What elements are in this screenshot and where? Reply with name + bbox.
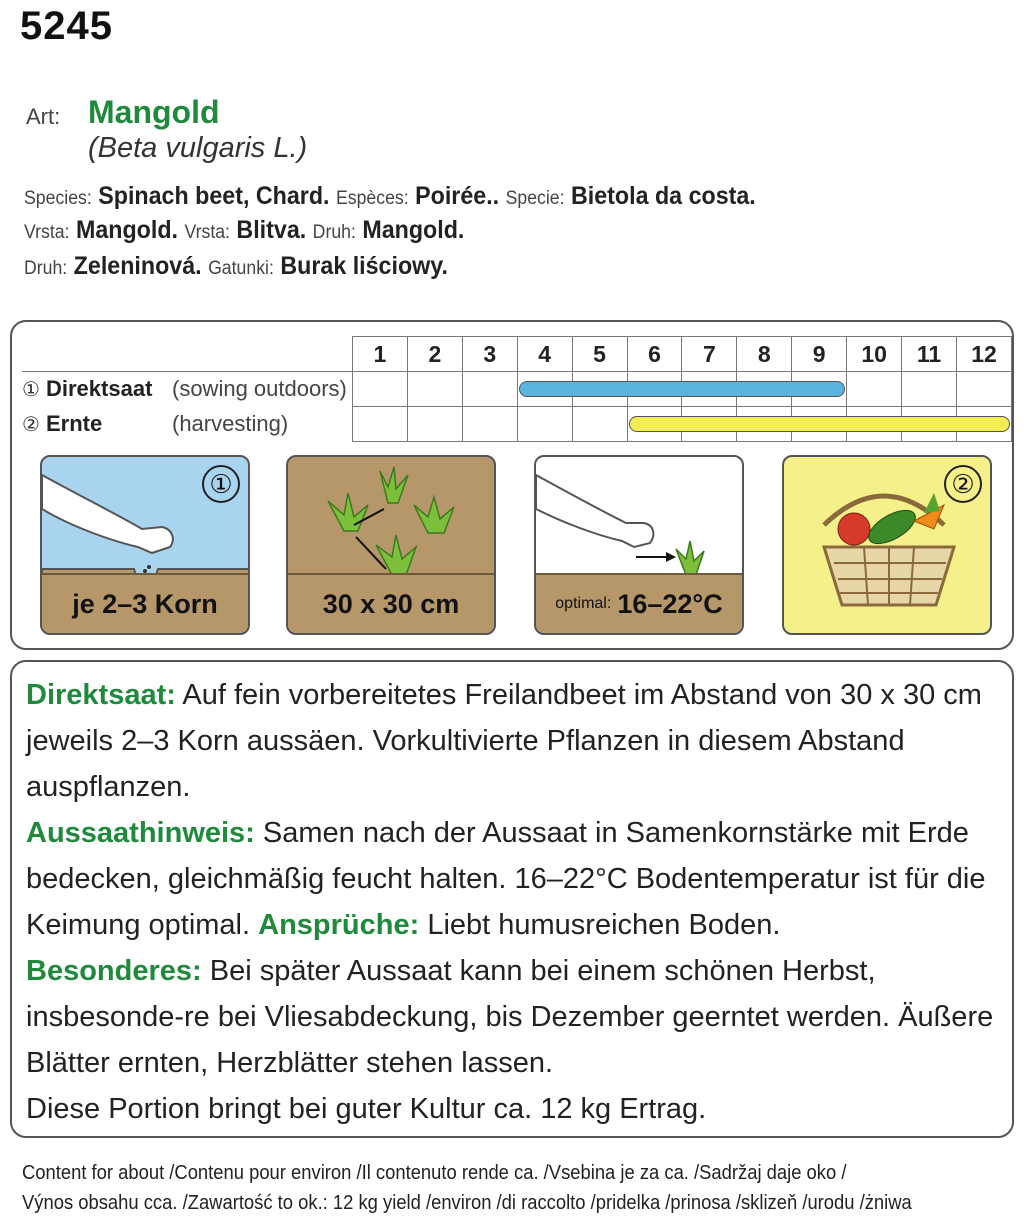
month-label: 10 [847,337,902,372]
footer-line: Content for about /Contenu pour environ /Il contenuto rende ca. /Vsebina je za ca. /Sadržaj daje oko / [22,1162,847,1184]
month-label: 7 [682,337,737,372]
species-value: Blitva. [236,216,307,244]
row-number: ② [22,414,40,436]
footer [22,1158,912,1218]
month-label: 4 [517,337,572,372]
month-label: 11 [902,337,957,372]
species-value: Poirée.. [415,182,500,210]
species-value: Zeleninová. [73,252,202,280]
heading-direktsaat: Direktsaat: [26,679,176,711]
species-label: Gatunki: [208,258,274,279]
species-line [24,216,464,245]
species-label: Specie: [505,188,565,209]
caption-temperature: 16–22°C [617,588,723,619]
sowing-period-bar [519,381,844,397]
text-besonderes: Bei später Aussaat kann bei einem schönen Herbst, insbesonde-re bei Vliesabdeckung, bis Dezember geerntet werden. Äußere Blätter ernten, Herzblätter stehen lassen. [26,955,994,1079]
paragraph-besonderes [26,948,998,1086]
panel-caption: je 2–3 Korn [42,573,248,633]
month-label: 8 [737,337,792,372]
month-label: 12 [957,337,1012,372]
heading-ansprueche: Ansprüche: [258,909,420,941]
month-label: 2 [407,337,462,372]
month-label: 9 [792,337,847,372]
month-label: 5 [572,337,627,372]
calendar-box [10,320,1014,650]
plant-spacing-icon [288,457,496,579]
text-direktsaat: Auf fein vorbereitetes Freilandbeet im Abstand von 30 x 30 cm jeweils 2–3 Korn aussäen. Vorkultivierte Pflanzen in diesem Abstand auspflanzen. [26,679,982,803]
species-label: Species: [24,188,92,209]
panel-caption: 30 x 30 cm [288,573,494,633]
step-badge: ② [944,465,982,503]
caption-small: optimal: [555,595,612,612]
calendar-row-sowing [22,372,1012,407]
species-value: Mangold. [362,216,465,244]
species-label: Vrsta: [184,222,230,243]
description-box [10,660,1014,1138]
month-label: 1 [352,337,407,372]
harvest-panel [782,455,992,635]
spacing-panel [286,455,496,635]
calendar-header-row [22,337,1012,372]
art-name: Mangold [88,94,220,130]
species-line [24,252,448,281]
row-name: Direktsaat [46,376,153,402]
month-label: 3 [462,337,517,372]
species-label: Espèces: [335,188,409,209]
row-translation: (harvesting) [172,411,289,436]
panel-caption [536,573,742,633]
heading-besonderes: Besonderes: [26,955,202,987]
paragraph-hinweis [26,810,998,948]
temperature-panel [534,455,744,635]
species-line [24,182,756,211]
art-latin-name: (Beta vulgaris L.) [88,132,308,164]
row-translation: (sowing outdoors) [172,376,347,402]
paragraph-direktsaat [26,672,998,810]
row-number: ① [22,379,40,402]
footer-line: Výnos obsahu cca. /Zawartość to ok.: 12 kg yield /environ /di raccolto /pridelka /prinosa /sklizeň /urodu /żniwa [22,1192,912,1214]
row-name: Ernte [46,411,103,436]
species-label: Vrsta: [24,222,70,243]
art-label: Art: [26,104,61,129]
species-label: Druh: [24,258,68,279]
paragraph-yield: Diese Portion bringt bei guter Kultur ca. 12 kg Ertrag. [26,1093,707,1125]
harvest-period-bar [629,416,1009,432]
step-badge: ① [202,465,240,503]
species-label: Druh: [312,222,356,243]
species-value: Burak liściowy. [280,252,448,280]
species-value: Mangold. [75,216,179,244]
article-code: 5245 [20,4,113,48]
text-ansprueche: Liebt humusreichen Boden. [419,909,781,941]
heading-aussaathinweis: Aussaathinweis: [26,817,255,849]
species-value: Spinach beet, Chard. [98,182,330,210]
species-value: Bietola da costa. [570,182,756,210]
sowing-panel [40,455,250,635]
month-label: 6 [627,337,682,372]
text-aussaathinweis: Samen nach der Aussaat in Samenkornstärke mit Erde bedecken, gleichmäßig feucht halten. 16–22°C Bodentemperatur ist für die Keimung optimal. [26,817,986,941]
